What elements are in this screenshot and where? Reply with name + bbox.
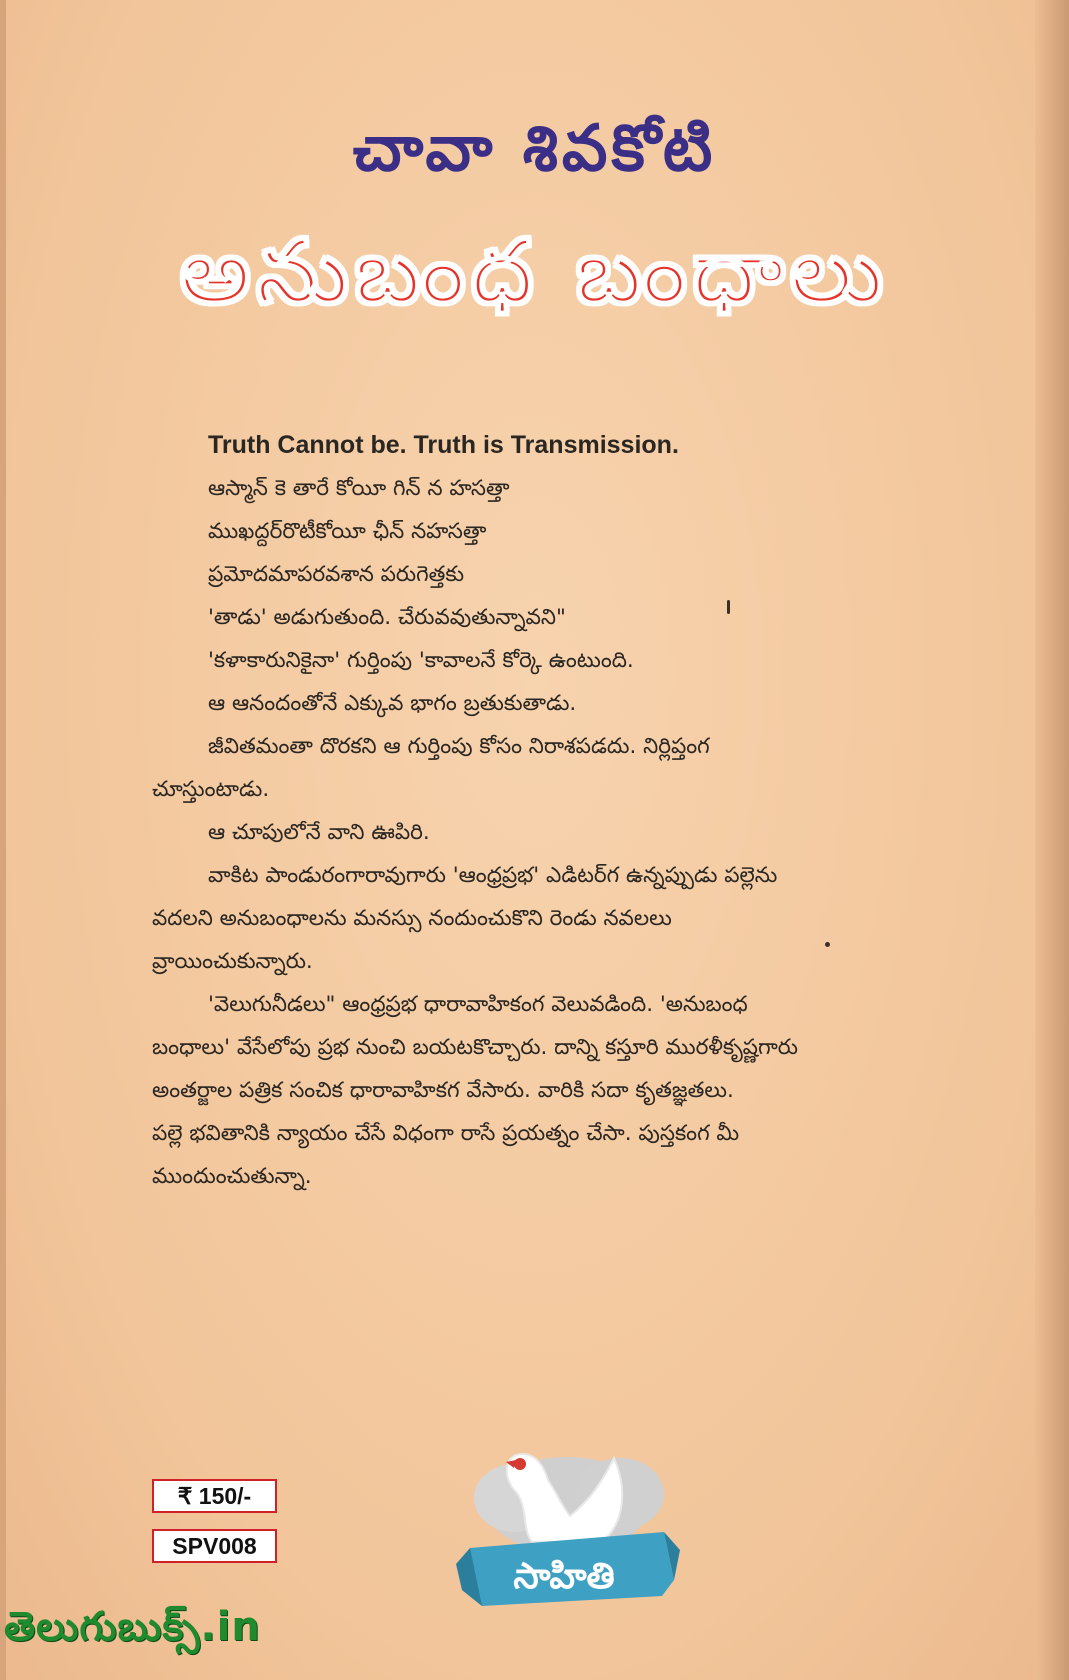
- price-label: ₹ 150/-: [152, 1479, 277, 1513]
- blurb-line: 'తాడు' అడుగుతుంది. చేరువవుతున్నావని": [208, 605, 566, 630]
- print-speck: [727, 600, 730, 614]
- blurb-line: ఆ ఆనందంతోనే ఎక్కువ భాగం బ్రతుకుతాడు.: [208, 691, 577, 716]
- blurb-line: వదలని అనుబంధాలను మనస్సు నందుంచుకొని రెండు నవలలు: [152, 906, 672, 931]
- book-title: అనుబంధ బంధాలు: [180, 220, 889, 323]
- blurb-line: వాకిట పాండురంగారావుగారు 'ఆంధ్రప్రభ' ఎడిటర్‌గ ఉన్నప్పుడు పల్లెను: [208, 863, 778, 888]
- swan-icon: [452, 1420, 682, 1620]
- publisher-logo-text: సాహితి: [513, 1556, 615, 1597]
- blurb-line: ముఖద్దర్‌రొటీకోయీ ఛీన్ నహసత్తా: [208, 519, 487, 544]
- blurb-line: ఆ చూపులోనే వాని ఊపిరి.: [208, 820, 430, 845]
- blurb-line: చూస్తుంటాడు.: [152, 777, 270, 802]
- blurb-line: వ్రాయించుకున్నారు.: [152, 949, 313, 974]
- blurb-line: ముందుంచుతున్నా.: [152, 1164, 312, 1189]
- blurb-line: ప్రమోదమాపరవశాన పరుగెత్తకు: [208, 562, 465, 587]
- print-speck: [825, 942, 830, 947]
- blurb-line: 'వెలుగునీడలు" ఆంధ్రప్రభ ధారావాహికంగ వెలువడింది. 'అనుబంధ: [208, 992, 748, 1017]
- site-watermark: తెలుగుబుక్స్.in: [4, 1604, 261, 1650]
- blurb-text: [152, 424, 822, 1198]
- blurb-line: ఆస్మాన్ కె తారే కోయీ గిన్ న హసత్తా: [208, 476, 510, 501]
- blurb-line: Truth Cannot be. Truth is Transmission.: [208, 431, 679, 459]
- blurb-line: అంతర్జాల పత్రిక సంచిక ధారావాహికగ వేసారు. వారికి సదా కృతజ్ఞతలు.: [152, 1078, 734, 1103]
- blurb-line: పల్లె భవితానికి న్యాయం చేసే విధంగా రాసే ప్రయత్నం చేసా. పుస్తకంగ మీ: [152, 1121, 740, 1146]
- blurb-line: జీవితమంతా దొరకని ఆ గుర్తింపు కోసం నిరాశపడదు. నిర్లిప్తంగ: [208, 734, 710, 759]
- blurb-line: బంధాలు' వేసేలోపు ప్రభ నుంచి బయటకొచ్చారు. దాన్ని కస్తూరి మురళీకృష్ణగారు: [152, 1035, 798, 1060]
- author-name: చావా శివకోటి: [352, 112, 717, 186]
- blurb-line: 'కళాకారునికైనా' గుర్తింపు 'కావాలనే కోర్కె ఉంటుంది.: [208, 648, 634, 673]
- book-code-label: SPV008: [152, 1529, 277, 1563]
- publisher-logo: [452, 1420, 682, 1620]
